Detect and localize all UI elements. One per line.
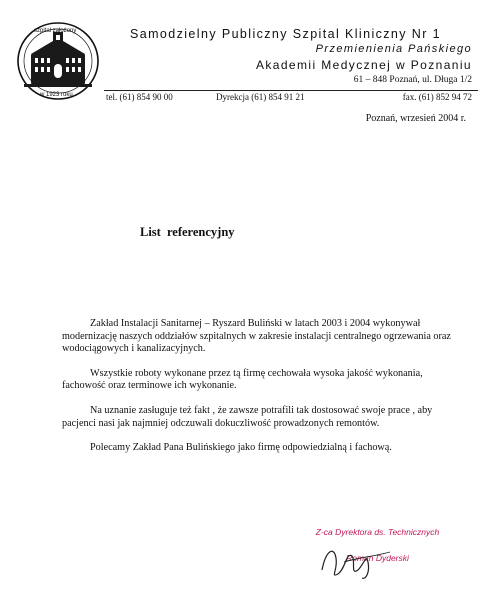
hospital-logo <box>16 20 100 102</box>
hospital-name: Samodzielny Publiczny Szpital Kliniczny Nr 1 <box>130 27 442 41</box>
letter-body <box>62 318 456 467</box>
fax-number: fax. (61) 852 94 72 <box>402 92 472 102</box>
hospital-academy: Akademii Medycznej w Poznaniu <box>255 58 472 72</box>
letter-date: Poznań, wrzesień 2004 r. <box>365 113 466 124</box>
paragraph: Wszystkie roboty wykonane przez tą firmę cechowała wysoka jakość wykonania, fachowość oraz terminowe ich wykonanie. <box>62 367 423 392</box>
paragraph: Polecamy Zakład Pana Bulińskiego jako firmę odpowiedzialną i fachową. <box>90 442 392 454</box>
phone-number: tel. (61) 854 90 00 <box>106 92 173 102</box>
header-divider <box>104 90 478 91</box>
letter-title: List referencyjny <box>140 225 235 239</box>
handwritten-signature <box>316 540 396 584</box>
paragraph: Na uznanie zasługuje też fakt , że zawsze potrafili tak dostosować swoje prace , aby pacjenci nasi jak najmniej odczuwali dokuczliwość prowadzonych remontów. <box>62 404 433 429</box>
hospital-address: 61 – 848 Poznań, ul. Długa 1/2 <box>353 75 472 85</box>
hospital-patron: Przemienienia Pańskiego <box>315 43 472 55</box>
directorate-phone: Dyrekcja (61) 854 91 21 <box>216 92 305 102</box>
stamp-role: Z-ca Dyrektora ds. Technicznych <box>315 527 440 537</box>
paragraph: Zakład Instalacji Sanitarnej – Ryszard Buliński w latach 2003 i 2004 wykonywał modernizację naszych oddziałów szpitalnych w zakresie instalacji centralnego ogrzewania oraz wodociągowych i kanalizacyjnych. <box>62 318 451 355</box>
stamp-name: Roman Dyderski <box>346 553 409 563</box>
logo-text-bottom: w 1923 roku <box>40 92 73 98</box>
logo-text-top: szpital założony <box>34 28 77 34</box>
